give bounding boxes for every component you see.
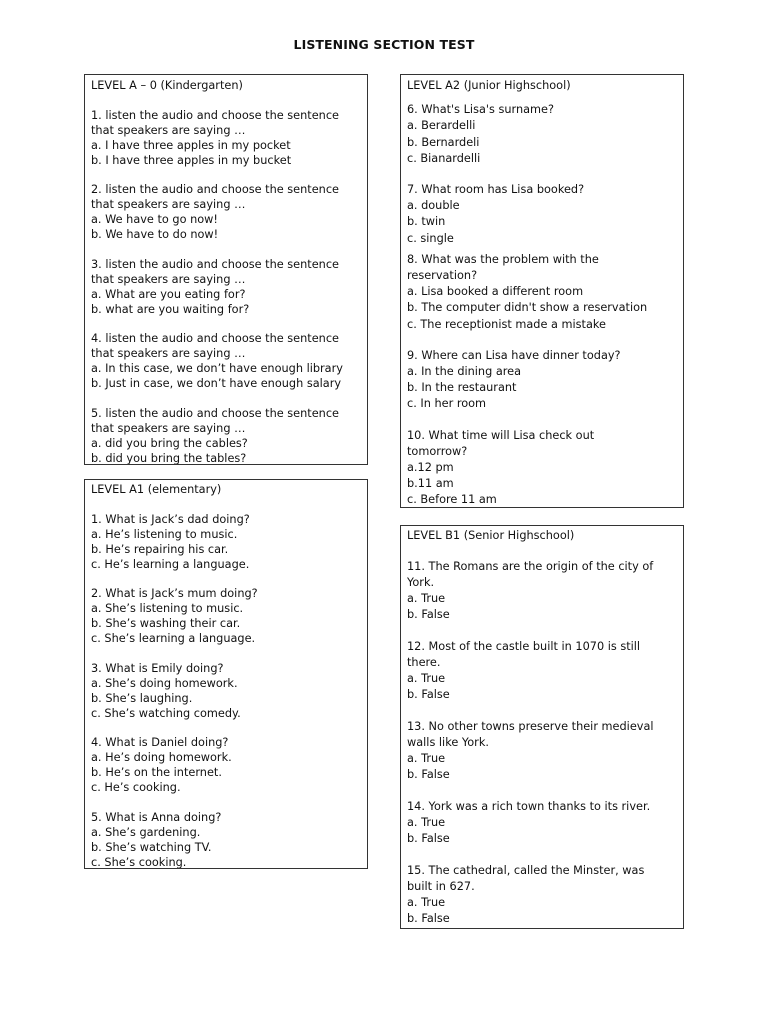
answer-option: c. He’s learning a language. — [91, 557, 250, 571]
answer-option: b. Just in case, we don’t have enough salary — [91, 377, 342, 390]
answer-option: a. Lisa booked a different room — [407, 285, 584, 299]
answer-option: b. He’s on the internet. — [91, 766, 222, 779]
answer-option: c. The receptionist made a mistake — [407, 317, 606, 331]
answer-option: a. He’s listening to music. — [91, 527, 238, 541]
answer-option: a. True — [407, 592, 446, 606]
question-stem: reservation? — [407, 269, 478, 283]
answer-option: c. She’s watching comedy. — [91, 706, 241, 720]
answer-option: a. She’s doing homework. — [91, 676, 238, 690]
question-stem: there. — [407, 656, 441, 670]
question-stem: York. — [407, 576, 435, 590]
question-stem: that speakers are saying … — [91, 421, 246, 435]
question-stem: 15. The cathedral, called the Minster, was — [407, 863, 645, 877]
question-stem: 3. What is Emily doing? — [91, 661, 224, 675]
question-stem: 11. The Romans are the origin of the city of — [407, 560, 654, 574]
section-heading: LEVEL A2 (Junior Highschool) — [407, 79, 571, 92]
question-stem: 14. York was a rich town thanks to its river. — [407, 799, 651, 813]
answer-option: b. did you bring the tables? — [91, 451, 247, 465]
answer-option: a. True — [407, 815, 446, 829]
answer-option: c. Before 11 am — [407, 493, 497, 507]
question-stem: built in 627. — [407, 879, 475, 893]
section-heading: LEVEL A1 (elementary) — [91, 483, 222, 496]
level-b1-box — [400, 525, 684, 929]
question-stem: walls like York. — [407, 735, 489, 749]
answer-option: b. False — [407, 831, 450, 845]
question-stem: 7. What room has Lisa booked? — [407, 183, 585, 197]
answer-option: a. True — [407, 895, 446, 909]
answer-option: a. In the dining area — [407, 365, 522, 379]
answer-option: b. She’s washing their car. — [91, 617, 241, 630]
question-stem: 9. Where can Lisa have dinner today? — [407, 348, 621, 362]
question-stem: 2. What is Jack’s mum doing? — [91, 587, 258, 600]
answer-option: b.11 am — [407, 477, 454, 491]
question-stem: 12. Most of the castle built in 1070 is still — [407, 639, 641, 653]
question-stem: 4. What is Daniel doing? — [91, 736, 229, 749]
question-stem: 2. listen the audio and choose the sentence — [91, 183, 339, 196]
answer-option: c. single — [407, 231, 454, 245]
answer-option: b. He’s repairing his car. — [91, 542, 229, 556]
answer-option: c. In her room — [407, 397, 487, 411]
answer-option: c. He’s cooking. — [91, 781, 181, 794]
question-stem: 3. listen the audio and choose the sentence — [91, 257, 339, 271]
question-stem: tomorrow? — [407, 444, 468, 458]
question-stem: 10. What time will Lisa check out — [407, 428, 595, 442]
question-stem: 5. What is Anna doing? — [91, 810, 222, 824]
question-stem: 6. What's Lisa's surname? — [407, 103, 554, 117]
answer-option: a. He’s doing homework. — [91, 751, 232, 764]
answer-option: a. She’s gardening. — [91, 825, 201, 839]
question-stem: 1. What is Jack’s dad doing? — [91, 512, 250, 526]
page-title: LISTENING SECTION TEST — [293, 37, 475, 52]
answer-option: b. In the restaurant — [407, 381, 517, 395]
answer-option: b. False — [407, 768, 450, 782]
section-heading: LEVEL A – 0 (Kindergarten) — [91, 79, 243, 92]
answer-option: b. She’s laughing. — [91, 691, 193, 705]
answer-option: b. False — [407, 688, 450, 702]
question-stem: 1. listen the audio and choose the sentence — [91, 108, 339, 122]
level-a2-box — [400, 74, 684, 508]
answer-option: b. Bernardeli — [407, 135, 480, 149]
answer-option: a. I have three apples in my pocket — [91, 138, 291, 152]
answer-option: b. False — [407, 911, 450, 925]
answer-option: b. We have to do now! — [91, 228, 219, 241]
answer-option: a. We have to go now! — [91, 213, 218, 226]
answer-option: c. She’s learning a language. — [91, 632, 256, 645]
answer-option: b. False — [407, 608, 450, 622]
answer-option: c. She’s cooking. — [91, 855, 187, 869]
answer-option: a. She’s listening to music. — [91, 602, 244, 615]
question-stem: 13. No other towns preserve their medieval — [407, 719, 654, 733]
question-stem: that speakers are saying … — [91, 272, 246, 286]
section-heading: LEVEL B1 (Senior Highschool) — [407, 529, 575, 542]
answer-option: b. what are you waiting for? — [91, 302, 250, 316]
question-stem: 8. What was the problem with the — [407, 252, 599, 266]
question-stem: 4. listen the audio and choose the sentence — [91, 332, 339, 345]
answer-option: b. The computer didn't show a reservation — [407, 301, 648, 315]
answer-option: a.12 pm — [407, 461, 454, 475]
answer-option: a. True — [407, 752, 446, 766]
question-stem: that speakers are saying … — [91, 123, 246, 137]
answer-option: a. Berardelli — [407, 119, 476, 133]
question-stem: 5. listen the audio and choose the sentence — [91, 406, 339, 420]
question-stem: that speakers are saying … — [91, 198, 246, 211]
answer-option: a. True — [407, 672, 446, 686]
level-a0-box — [84, 74, 368, 465]
answer-option: b. She’s watching TV. — [91, 840, 212, 854]
answer-option: b. I have three apples in my bucket — [91, 153, 292, 167]
answer-option: c. Bianardelli — [407, 151, 481, 165]
answer-option: a. double — [407, 199, 460, 213]
answer-option: a. What are you eating for? — [91, 287, 246, 301]
level-a1-box — [84, 479, 368, 869]
question-stem: that speakers are saying … — [91, 347, 246, 360]
answer-option: a. did you bring the cables? — [91, 436, 248, 450]
answer-option: b. twin — [407, 215, 446, 229]
answer-option: a. In this case, we don’t have enough library — [91, 362, 343, 375]
